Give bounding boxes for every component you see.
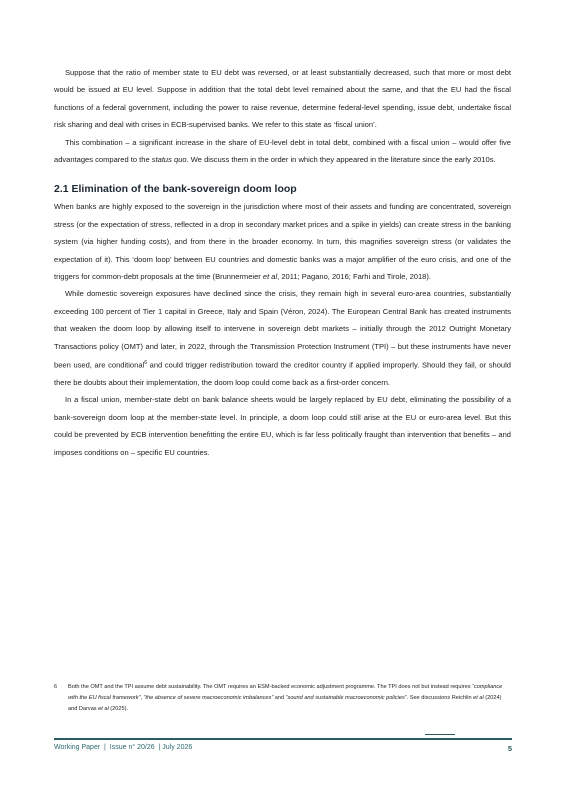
quotation: “the absence of severe macroeconomic imbalances”: [143, 695, 274, 701]
paragraph: [54, 134, 511, 169]
paragraph: [54, 285, 511, 391]
issue-number: Issue n° 20/26: [109, 744, 155, 751]
separator: |: [100, 744, 110, 751]
section-heading: 2.1 Elimination of the bank-sovereign doom loop: [54, 183, 297, 196]
paragraph: In a fiscal union, member-state debt on bank balance sheets would be largely replaced by EU debt, eliminating the possibility of a bank-sovereign doom loop at the member-state level. In principle, a doom loop could still arise at the EU or euro-area level. But this could be prevented by ECB intervention benefitting the entire EU, which is far less politically fraught than intervention that benefits – and imposes conditions on – specific EU countries.: [54, 395, 511, 457]
text-run: When banks are highly exposed to the sovereign in the jurisdiction where most of their assets and funding are concentrated, sovereign stress (or the expectation of stress, reflected in a drop in secondary market prices and a spike in yields) can create stress in the banking system (via higher funding costs), and from there in the broader economy. In turn, this magnifies sovereign stress (or validates the expectation of it). This ‘doom loop’ between EU countries and domestic banks was a major amplifier of the euro crisis, and one of the triggers for common-debt proposals at the time (Brunnermeier: [54, 202, 511, 282]
paragraph: [54, 198, 511, 285]
footer-accent-line: [425, 734, 455, 735]
series-name: Working Paper: [54, 744, 101, 751]
text-run: and could trigger redistribution toward the creditor country if applied improperly. Should they fail, or should there be doubts about their implementation, the doom loop could come back as a first-order concern.: [54, 360, 511, 388]
separator: |: [154, 744, 163, 751]
text-run: . We discuss them in the order in which they appeared in the literature since the early 2010s.: [186, 155, 496, 165]
text-run: This combination – a significant increase in the share of EU-level debt in total debt, combined with a fiscal union – would offer five advantages compared to the: [54, 137, 511, 165]
emphasis: et al: [473, 695, 484, 701]
emphasis: et al: [98, 706, 109, 712]
paragraph: Suppose that the ratio of member state to EU debt was reversed, or at least substantially decreased, such that more or most debt would be issued at EU level. Suppose in addition that the total debt level remained about the same, and that the EU had the fiscal functions of a federal government, including the power to raise revenue, determine federal-level spending, issue debt, undertake fiscal risk sharing and deal with crises in ECB-supervised banks. We refer to this state as ‘fiscal union’.: [54, 68, 511, 130]
emphasis: et al: [262, 272, 278, 282]
emphasis: status quo: [151, 155, 187, 165]
text-run: ,: [140, 695, 144, 701]
text-run: and: [273, 695, 286, 701]
page-number: 5: [507, 744, 512, 753]
text-run: (2025).: [108, 706, 129, 712]
footnote-text: [68, 682, 504, 715]
footer-divider: [54, 738, 512, 740]
quotation: “sound and sustainable macroeconomic policies”: [285, 695, 407, 701]
text-run: (2024) and Darvas: [68, 695, 502, 712]
footnote-marker[interactable]: 6: [144, 360, 147, 367]
text-run: While domestic sovereign exposures have declined since the crisis, they remain high in several euro-area countries, substantially exceeding 100 percent of Tier 1 capital in Greece, Italy and Spain (Véron, 2024). The European Central Bank has created instruments that weaken the doom loop by allowing itself to intervene in sovereign debt markets – initially through the 2012 Outright Monetary Transactions policy (OMT) and later, in 2022, through the Transmission Protection Instrument (TPI) – but these instruments have never been used, are conditional: [54, 289, 511, 370]
footnote: [54, 682, 504, 715]
text-run: . See discussions Reichlin: [406, 695, 474, 701]
publication-date: July 2026: [162, 744, 193, 751]
text-run: , 2011; Pagano, 2016; Farhi and Tirole, 2018).: [277, 272, 431, 282]
quotation: “compliance with the EU fiscal framework”: [68, 684, 503, 701]
body-text: [54, 64, 511, 461]
footnote-number: 6: [54, 684, 58, 690]
text-run: Both the OMT and the TPI assume debt sustainability. The OMT requires an ESM-backed economic adjustment programme. The TPI does not but instead requires: [68, 684, 473, 690]
page-footer: [54, 744, 512, 751]
